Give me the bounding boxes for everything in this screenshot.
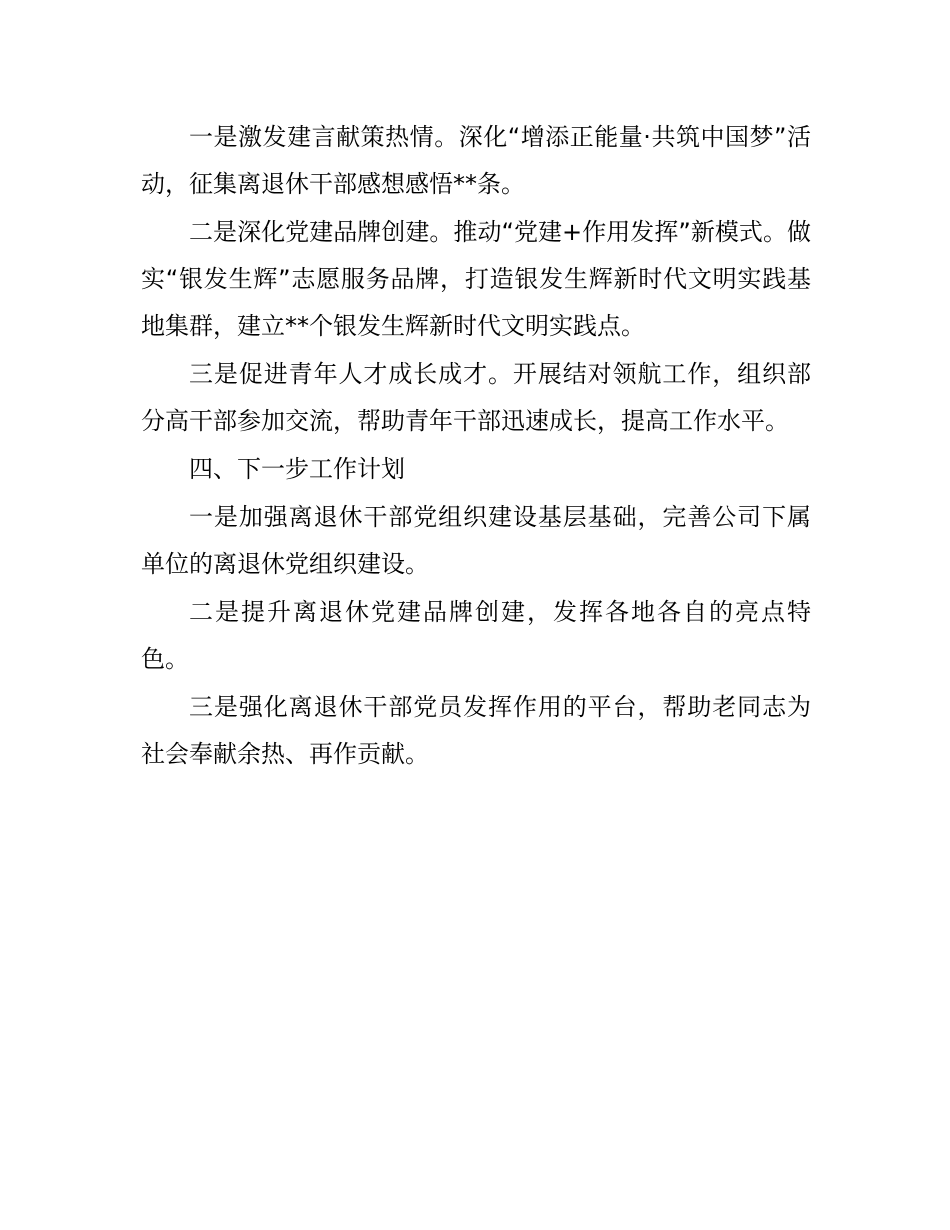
paragraph-plan-1: 一是加强离退休干部党组织建设基层基础，完善公司下属单位的离退休党组织建设。: [141, 503, 811, 578]
paragraph-plan-2: 二是提升离退休党建品牌创建，发挥各地各自的亮点特色。: [141, 598, 811, 673]
paragraph-achievement-1: 一是激发建言献策热情。深化“增添正能量·共筑中国梦”活动，征集离退休干部感想感悟**条。: [141, 123, 811, 198]
paragraph-achievement-3: 三是促进青年人才成长成才。开展结对领航工作，组织部分高干部参加交流，帮助青年干部迅速成长，提高工作水平。: [141, 360, 811, 435]
paragraph-achievement-2: 二是深化党建品牌创建。推动“党建+作用发挥”新模式。做实“银发生辉”志愿服务品牌，打造银发生辉新时代文明实践基地集群，建立**个银发生辉新时代文明实践点。: [141, 218, 811, 340]
document-body: [141, 114, 811, 779]
paragraph-plan-3: 三是强化离退休干部党员发挥作用的平台，帮助老同志为社会奉献余热、再作贡献。: [141, 693, 811, 768]
section-heading-next-steps: 四、下一步工作计划: [189, 455, 405, 483]
